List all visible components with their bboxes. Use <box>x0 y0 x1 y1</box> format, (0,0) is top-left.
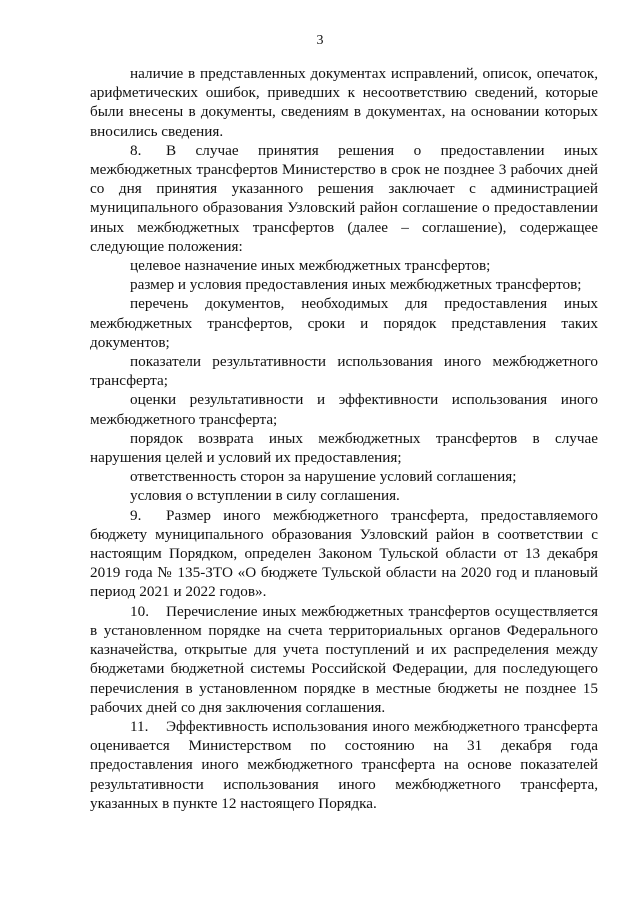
paragraph-text: Эффективность использования иного межбюджетного трансферта оценивается Министерством по состоянию на 31 декабря года предоставления иного межбюджетного трансферта на основе показателей результативности использования иного межбюджетного трансферта, указанных в пункте 12 настоящего Порядка. <box>90 717 598 812</box>
paragraph-text: целевое назначение иных межбюджетных трансфертов; <box>130 257 491 275</box>
paragraph <box>90 429 598 467</box>
paragraph-text: показатели результативности использования иного межбюджетного трансферта; <box>90 353 598 390</box>
paragraph <box>90 467 598 486</box>
clause-number: 8. <box>130 141 142 159</box>
paragraph <box>90 256 598 275</box>
paragraph-text: условия о вступлении в силу соглашения. <box>130 487 400 505</box>
paragraph-text: порядок возврата иных межбюджетных трансфертов в случае нарушения целей и условий их предоставления; <box>90 429 598 467</box>
numbered-clause <box>90 141 598 256</box>
paragraph-text: оценки результативности и эффективности использования иного межбюджетного трансферта; <box>90 391 598 428</box>
paragraph-text: перечень документов, необходимых для предоставления иных межбюджетных трансфертов, сроки и порядок представления таких документов; <box>90 295 598 351</box>
paragraph <box>90 486 598 505</box>
paragraph <box>90 390 598 428</box>
clause-number: 9. <box>130 506 142 524</box>
numbered-clause <box>90 717 598 813</box>
paragraph <box>90 294 598 352</box>
clause-number: 11. <box>130 717 149 735</box>
clause-number: 10. <box>130 602 149 620</box>
page-number: 3 <box>316 33 324 48</box>
numbered-clause <box>90 602 598 717</box>
paragraph-text: размер и условия предоставления иных межбюджетных трансфертов; <box>130 276 582 294</box>
document-body <box>90 64 598 813</box>
paragraph-text: наличие в представленных документах исправлений, описок, опечаток, арифметических ошибок, приведших к несоответствию сведений, которые были внесены в документы, сведениям в документах, на основании которых вносились сведения. <box>90 65 598 140</box>
paragraph-text: Размер иного межбюджетного трансферта, предоставляемого бюджету муниципального образования Узловский район в соответствии с настоящим Порядком, определен Законом Тульской области от 13 декабря 2019 года № 135-ЗТО «О бюджете Тульской области на 2020 год и плановый период 2021 и 2022 годов». <box>90 506 598 601</box>
paragraph-text: ответственность сторон за нарушение условий соглашения; <box>130 468 517 486</box>
paragraph <box>90 275 598 294</box>
paragraph-text: В случае принятия решения о предоставлении иных межбюджетных трансфертов Министерство в срок не позднее 3 рабочих дней со дня принятия указанного решения заключает с администрацией муниципального образования Узловский район соглашение о предоставлении иных межбюджетных трансфертов (далее – соглашение), содержащее следующие положения: <box>90 141 598 255</box>
paragraph <box>90 352 598 390</box>
numbered-clause <box>90 506 598 602</box>
paragraph-text: Перечисление иных межбюджетных трансфертов осуществляется в установленном порядке на счета территориальных органов Федерального казначейства, открытые для учета поступлений и их распределения между бюджетами бюджетной системы Российской Федерации, для последующего перечисления в установленном порядке в местные бюджеты не позднее 15 рабочих дней со дня заключения соглашения. <box>90 602 598 716</box>
paragraph <box>90 64 598 141</box>
